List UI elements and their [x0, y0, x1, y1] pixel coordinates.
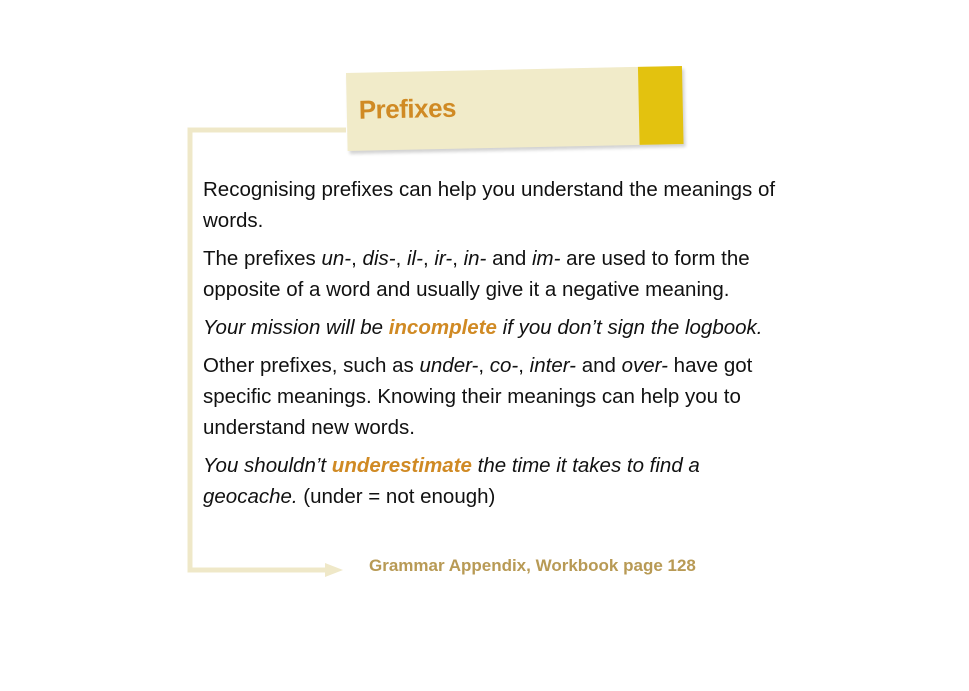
- text-segment: the time it takes to find a geocache.: [203, 454, 700, 508]
- title-accent-block: [638, 66, 684, 145]
- separator: ,: [478, 354, 490, 377]
- text-segment: Your mission will be: [203, 316, 389, 339]
- prefix-il: il-: [407, 247, 423, 270]
- text-segment: if you don’t sign the logbook.: [496, 316, 763, 339]
- prefix-un: un-: [321, 247, 352, 270]
- text-segment: The prefixes: [203, 247, 322, 270]
- separator: ,: [518, 354, 530, 377]
- text-segment: Other prefixes, such as: [203, 354, 420, 377]
- text-segment: have got specific meanings. Knowing their meanings can help you to understand new words.: [203, 354, 753, 439]
- highlight-word: incomplete: [388, 316, 497, 339]
- prefix-over: over-: [621, 354, 668, 377]
- prefixes-specific-paragraph: [203, 350, 783, 443]
- separator: ,: [351, 247, 363, 270]
- arrow-head-icon: [325, 563, 343, 577]
- text-segment: are used to form the opposite of a word and usually give it a negative meaning.: [203, 247, 750, 301]
- meaning-note: (under = not enough): [297, 485, 496, 508]
- separator: ,: [422, 247, 435, 270]
- prefixes-negative-paragraph: [203, 243, 783, 305]
- content-body: [203, 174, 783, 519]
- prefix-dis: dis-: [362, 247, 396, 270]
- prefix-co: co-: [489, 354, 519, 377]
- example-sentence-2: [203, 450, 783, 512]
- grammar-appendix-reference: Grammar Appendix, Workbook page 128: [369, 556, 696, 575]
- text-segment: You shouldn’t: [203, 454, 332, 477]
- intro-paragraph: Recognising prefixes can help you understand the meanings of words.: [203, 178, 776, 232]
- separator: and: [576, 354, 622, 377]
- prefix-ir: ir-: [434, 247, 453, 270]
- highlight-word: underestimate: [331, 454, 472, 477]
- prefix-under: under-: [419, 354, 479, 377]
- example-sentence-1: [203, 312, 783, 343]
- separator: and: [486, 247, 532, 270]
- title-banner: [346, 66, 684, 151]
- separator: ,: [452, 247, 464, 270]
- prefix-im: im-: [532, 247, 561, 270]
- section-title: Prefixes: [358, 92, 457, 125]
- separator: ,: [395, 247, 407, 270]
- prefix-in: in-: [463, 247, 487, 270]
- prefix-inter: inter-: [529, 354, 577, 377]
